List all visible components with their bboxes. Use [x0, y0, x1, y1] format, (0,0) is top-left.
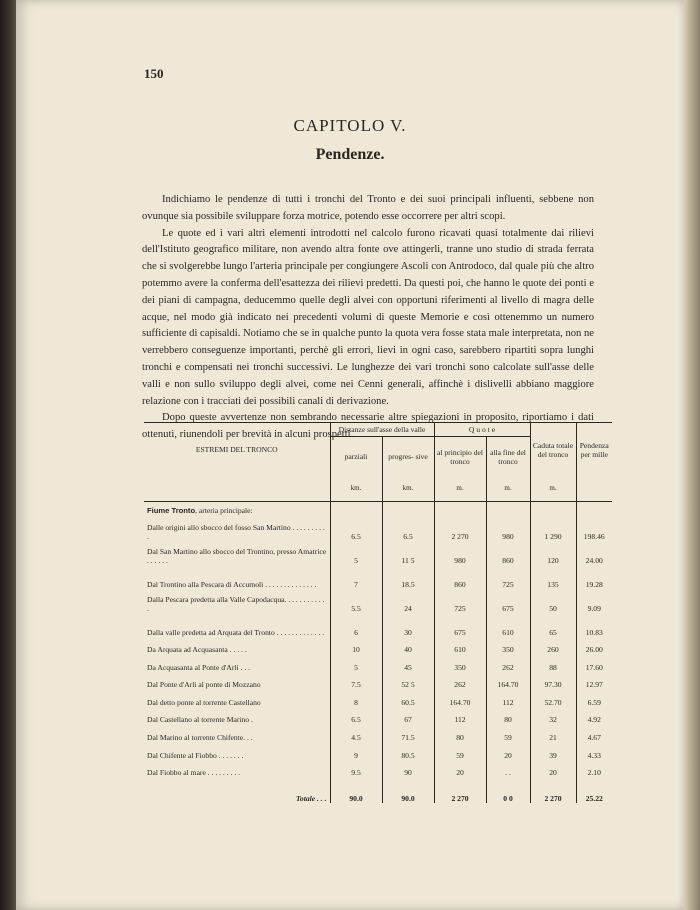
total-principio: 2 270: [434, 777, 486, 803]
cell-fine: 860: [486, 541, 530, 565]
cell-progressive: 11 5: [382, 541, 434, 565]
cell-pendenza: 4.33: [576, 742, 612, 760]
body-text: [142, 192, 594, 444]
cell-caduta: 120: [530, 541, 576, 565]
cell-principio: 980: [434, 541, 486, 565]
unit-m: m.: [486, 477, 530, 502]
cell-parziali: 5: [330, 541, 382, 565]
row-name: Dal detto ponte al torrente Castellano: [147, 697, 261, 707]
cell-parziali: 7.5: [330, 672, 382, 690]
cell-principio: 2 270: [434, 517, 486, 541]
cell-parziali: 8: [330, 689, 382, 707]
table-row: [144, 541, 612, 565]
row-name: Dal Marino al torrente Chifente. . .: [147, 733, 253, 743]
cell-principio: 725: [434, 589, 486, 613]
total-label: Totale . . .: [295, 794, 327, 804]
col-header-pendenza: Pendenza per mille: [576, 423, 612, 477]
row-name: Dalla valle predetta ad Arquata del Tronto . . . . . . . . . . . . .: [147, 627, 325, 637]
cell-principio: 20: [434, 760, 486, 778]
cell-caduta: 32: [530, 707, 576, 725]
cell-fine: . .: [486, 760, 530, 778]
section-heading: [144, 501, 330, 517]
page-edge: [684, 0, 700, 910]
cell-parziali: 9: [330, 742, 382, 760]
cell-parziali: 5: [330, 654, 382, 672]
unit-m: m.: [434, 477, 486, 502]
cell-principio: 860: [434, 565, 486, 589]
cell-caduta: 50: [530, 589, 576, 613]
cell-principio: 164.70: [434, 689, 486, 707]
cell-parziali: 7: [330, 565, 382, 589]
unit-km: km.: [382, 477, 434, 502]
unit-cell: [144, 477, 330, 502]
cell-parziali: 6.5: [330, 707, 382, 725]
cell-caduta: 21: [530, 724, 576, 742]
cell-fine: 262: [486, 654, 530, 672]
col-header-caduta: Caduta totale del tronco: [530, 423, 576, 477]
cell-fine: 80: [486, 707, 530, 725]
total-progressive: 90.0: [382, 777, 434, 803]
cell-progressive: 71.5: [382, 724, 434, 742]
cell-pendenza: 6.59: [576, 689, 612, 707]
row-name: Dal Castellano al torrente Marino .: [147, 715, 253, 725]
unit-cell: [576, 477, 612, 502]
cell-pendenza: 17.60: [576, 654, 612, 672]
row-name: Da Arquata ad Acquasanta . . . . .: [147, 645, 247, 655]
cell-parziali: 10: [330, 637, 382, 655]
table-row: [144, 689, 612, 707]
cell-fine: 112: [486, 689, 530, 707]
cell-principio: 112: [434, 707, 486, 725]
cell-progressive: 30: [382, 613, 434, 637]
total-row: [144, 777, 612, 803]
table-row: [144, 517, 612, 541]
unit-m: m.: [530, 477, 576, 502]
cell-progressive: 40: [382, 637, 434, 655]
cell-caduta: 135: [530, 565, 576, 589]
cell-progressive: 24: [382, 589, 434, 613]
section-subtitle: , arteria principale:: [195, 505, 253, 515]
cell-pendenza: 26.00: [576, 637, 612, 655]
cell-progressive: 60.5: [382, 689, 434, 707]
table-row: [144, 637, 612, 655]
cell-fine: 725: [486, 565, 530, 589]
cell-pendenza: 9.09: [576, 589, 612, 613]
total-caduta: 2 270: [530, 777, 576, 803]
cell-principio: 59: [434, 742, 486, 760]
cell-progressive: 80.5: [382, 742, 434, 760]
cell-caduta: 1 290: [530, 517, 576, 541]
table-row: [144, 565, 612, 589]
row-name: Da Acquasanta al Ponte d'Arli . . .: [147, 662, 251, 672]
cell-parziali: 9.5: [330, 760, 382, 778]
cell-fine: 59: [486, 724, 530, 742]
row-name: Dal Ponte d'Arli al ponte di Mozzano: [147, 680, 261, 690]
table-row: [144, 672, 612, 690]
row-name: Dalle origini allo sbocco del fosso San Martino . . . . . . . . . .: [147, 522, 325, 541]
cell-progressive: 67: [382, 707, 434, 725]
cell-fine: 164.70: [486, 672, 530, 690]
chapter-heading: CAPITOLO V.: [293, 116, 407, 135]
table-row: [144, 654, 612, 672]
cell-parziali: 6.5: [330, 517, 382, 541]
unit-km: km.: [330, 477, 382, 502]
paragraph: Dopo queste avvertenze non sembrando necessarie altre spiegazioni in proposito, riportiamo i dati ottenuti, riunendoli per brevità in alcuni prospetti.: [142, 412, 594, 441]
col-header-progressive: progres- sive: [382, 437, 434, 477]
page-number: 150: [144, 66, 164, 81]
cell-caduta: 20: [530, 760, 576, 778]
table-row: [144, 760, 612, 778]
cell-fine: 980: [486, 517, 530, 541]
cell-pendenza: 2.10: [576, 760, 612, 778]
table-row: [144, 707, 612, 725]
cell-progressive: 52 5: [382, 672, 434, 690]
table-row: [144, 613, 612, 637]
cell-pendenza: 10.83: [576, 613, 612, 637]
cell-pendenza: 4.67: [576, 724, 612, 742]
section-title: Fiume Tronto: [147, 505, 196, 515]
cell-fine: 20: [486, 742, 530, 760]
col-header-distanze: Distanze sull'asse della valle: [330, 423, 434, 437]
book-page: [16, 0, 684, 910]
cell-parziali: 6: [330, 613, 382, 637]
cell-caduta: 97.30: [530, 672, 576, 690]
row-name: Dalla Pescara predetta alla Valle Capodacqua. . . . . . . . . . . .: [147, 594, 325, 613]
book-spine: [0, 0, 16, 910]
col-header-estremi: ESTREMI DEL TRONCO: [144, 423, 330, 477]
cell-progressive: 18.5: [382, 565, 434, 589]
table-row: [144, 724, 612, 742]
table-row: [144, 742, 612, 760]
cell-caduta: 260: [530, 637, 576, 655]
row-name: Dal Fiobbo al mare . . . . . . . . .: [147, 768, 241, 778]
chapter-subtitle: Pendenze.: [315, 146, 385, 163]
cell-progressive: 6.5: [382, 517, 434, 541]
cell-parziali: 4.5: [330, 724, 382, 742]
row-name: Dal Chifente al Fiobbo . . . . . . .: [147, 750, 244, 760]
col-header-principio: al principio del tronco: [434, 437, 486, 477]
cell-pendenza: 19.28: [576, 565, 612, 589]
paragraph: Indichiamo le pendenze di tutti i tronchi del Tronto e dei suoi principali influenti, sebbene non ovunque sia possibile sviluppare forza motrice, potendo esse occorrere per altri scopi.: [142, 194, 594, 222]
cell-caduta: 39: [530, 742, 576, 760]
cell-caduta: 88: [530, 654, 576, 672]
cell-progressive: 90: [382, 760, 434, 778]
total-fine: 0 0: [486, 777, 530, 803]
cell-caduta: 65: [530, 613, 576, 637]
row-name: Dal San Martino allo sbocco del Trontino, presso Amatrice . . . . . .: [147, 546, 327, 565]
cell-fine: 350: [486, 637, 530, 655]
cell-fine: 675: [486, 589, 530, 613]
cell-progressive: 45: [382, 654, 434, 672]
cell-pendenza: 24.00: [576, 541, 612, 565]
cell-principio: 350: [434, 654, 486, 672]
table-row: [144, 589, 612, 613]
cell-pendenza: 12.97: [576, 672, 612, 690]
cell-principio: 262: [434, 672, 486, 690]
cell-principio: 610: [434, 637, 486, 655]
cell-fine: 610: [486, 613, 530, 637]
row-name: Dal Trontino alla Pescara di Accumoli . . . . . . . . . . . . . .: [147, 579, 317, 589]
cell-principio: 675: [434, 613, 486, 637]
cell-pendenza: 4.92: [576, 707, 612, 725]
total-pendenza: 25.22: [576, 777, 612, 803]
col-header-parziali: parziali: [330, 437, 382, 477]
cell-principio: 80: [434, 724, 486, 742]
slope-table: [144, 422, 612, 803]
total-parziali: 90.0: [330, 777, 382, 803]
cell-pendenza: 198.46: [576, 517, 612, 541]
cell-caduta: 52.70: [530, 689, 576, 707]
paragraph: Le quote ed i vari altri elementi introdotti nel calcolo furono ricavati quasi totalmente dai rilievi dell'Istituto geografico militare, non avendo altra fonte ove attingerli, tranne uno studio di strada ferrata che si svolgerebbe lungo l'arteria principale per congiungere Ascoli con Antrodoco, dal quale più che altro potemmo avere la conferma dell'esattezza dei rilievi predetti. Da questi poi, che hanno le quote dei ponti e dei piani di campagna, deducemmo quelle degli alvei con opportuni riferimenti al livello di magra delle acque, nel modo già indicato nei precedenti volumi di queste Memorie e così ottenemmo un numero sufficiente di capisaldi. Notiamo che se in qualche punto la quota vera fosse stata male interpretata, non ne verrebbero conseguenze importanti, perchè gli errori, lievi in ogni caso, sarebbero ripartiti sopra lunghi tronchi e compensati nei tronchi successivi. Le lunghezze dei vari tronchi sono calcolate sull'asse delle valli e non sullo sviluppo degli alvei, come nei Cenni generali, affinchè i dislivelli abbiano maggiore relazione con i tracciati dei possibili canali di derivazione.: [142, 227, 594, 407]
cell-parziali: 5.5: [330, 589, 382, 613]
col-header-fine: alla fine del tronco: [486, 437, 530, 477]
col-header-quote: Q u o t e: [434, 423, 530, 437]
